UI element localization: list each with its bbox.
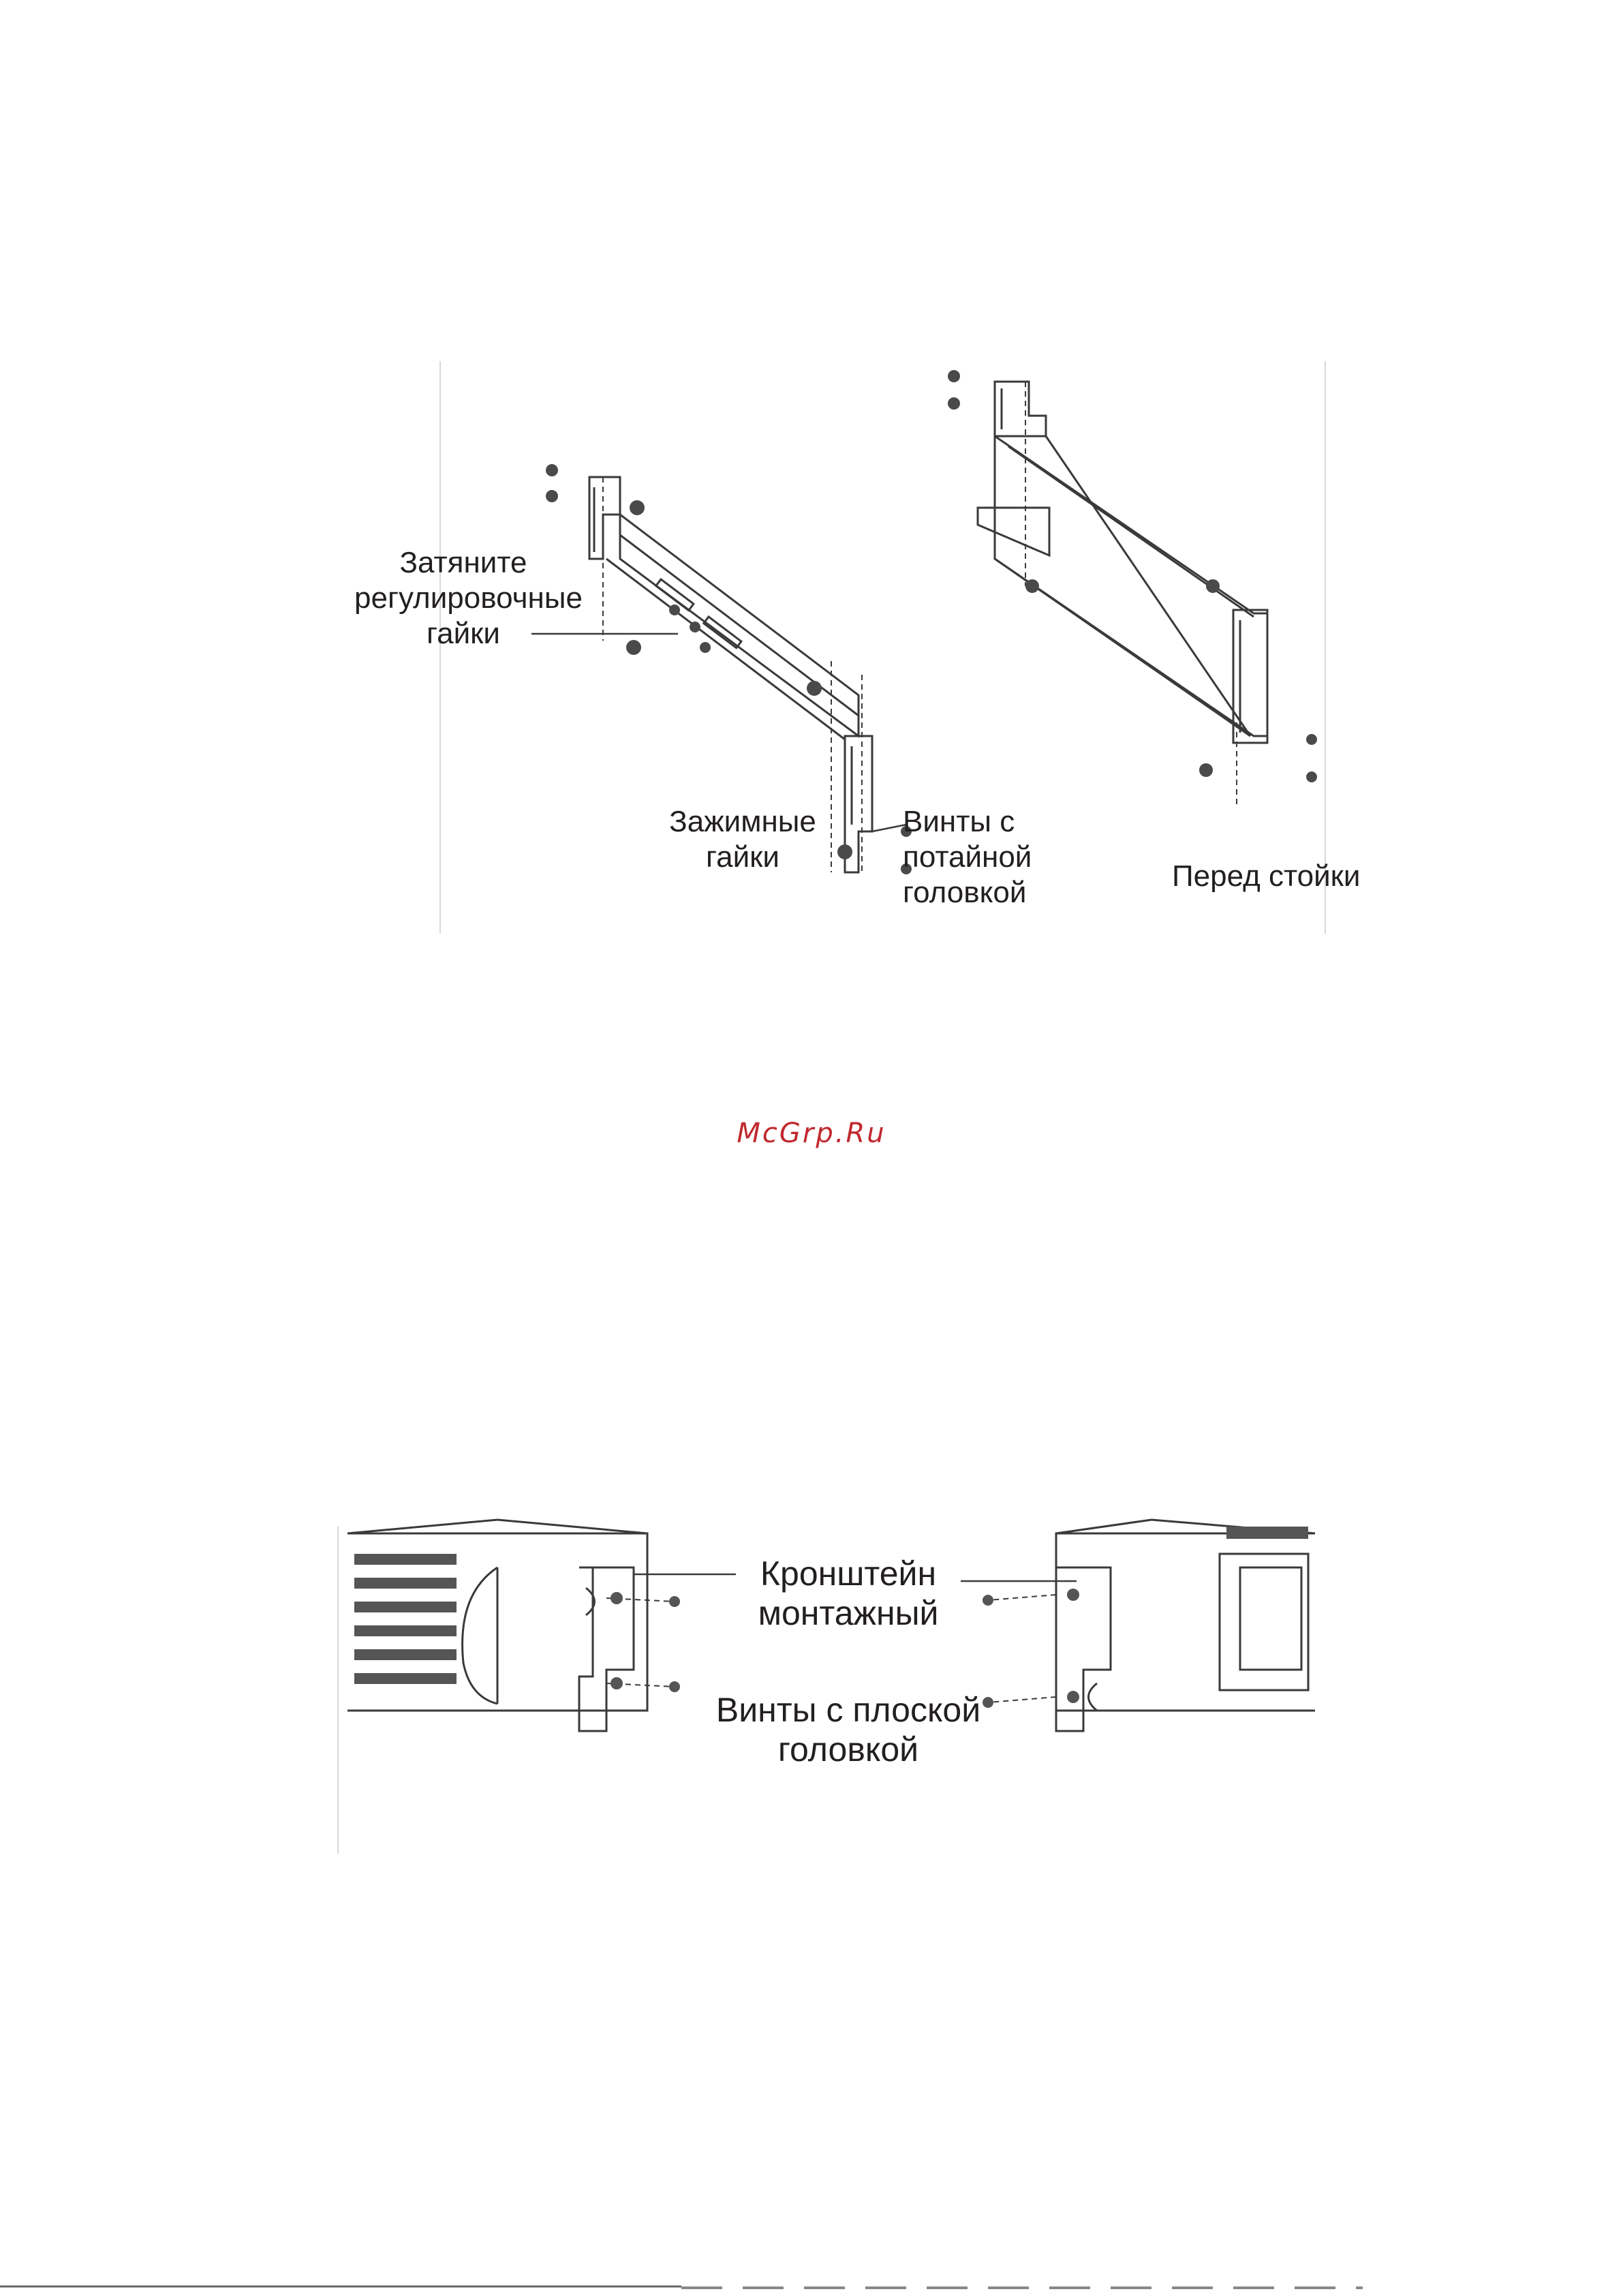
watermark: McGrp.Ru (737, 1118, 886, 1149)
label-countersunk-screws: Винты с потайной головкой (903, 805, 1032, 909)
label-clamp-nuts: Зажимные гайки (669, 805, 816, 874)
rail-assembly-figure (436, 354, 1361, 940)
footer-rule (0, 2284, 1623, 2296)
label-flat-head-screws: Винты с плоской головкой (715, 1691, 981, 1769)
label-tighten-nuts: Затяните регулировочные гайки (354, 546, 583, 650)
label-mounting-bracket: Кронштейн монтажный (758, 1555, 939, 1632)
label-rack-front: Перед стойки (1172, 859, 1361, 893)
